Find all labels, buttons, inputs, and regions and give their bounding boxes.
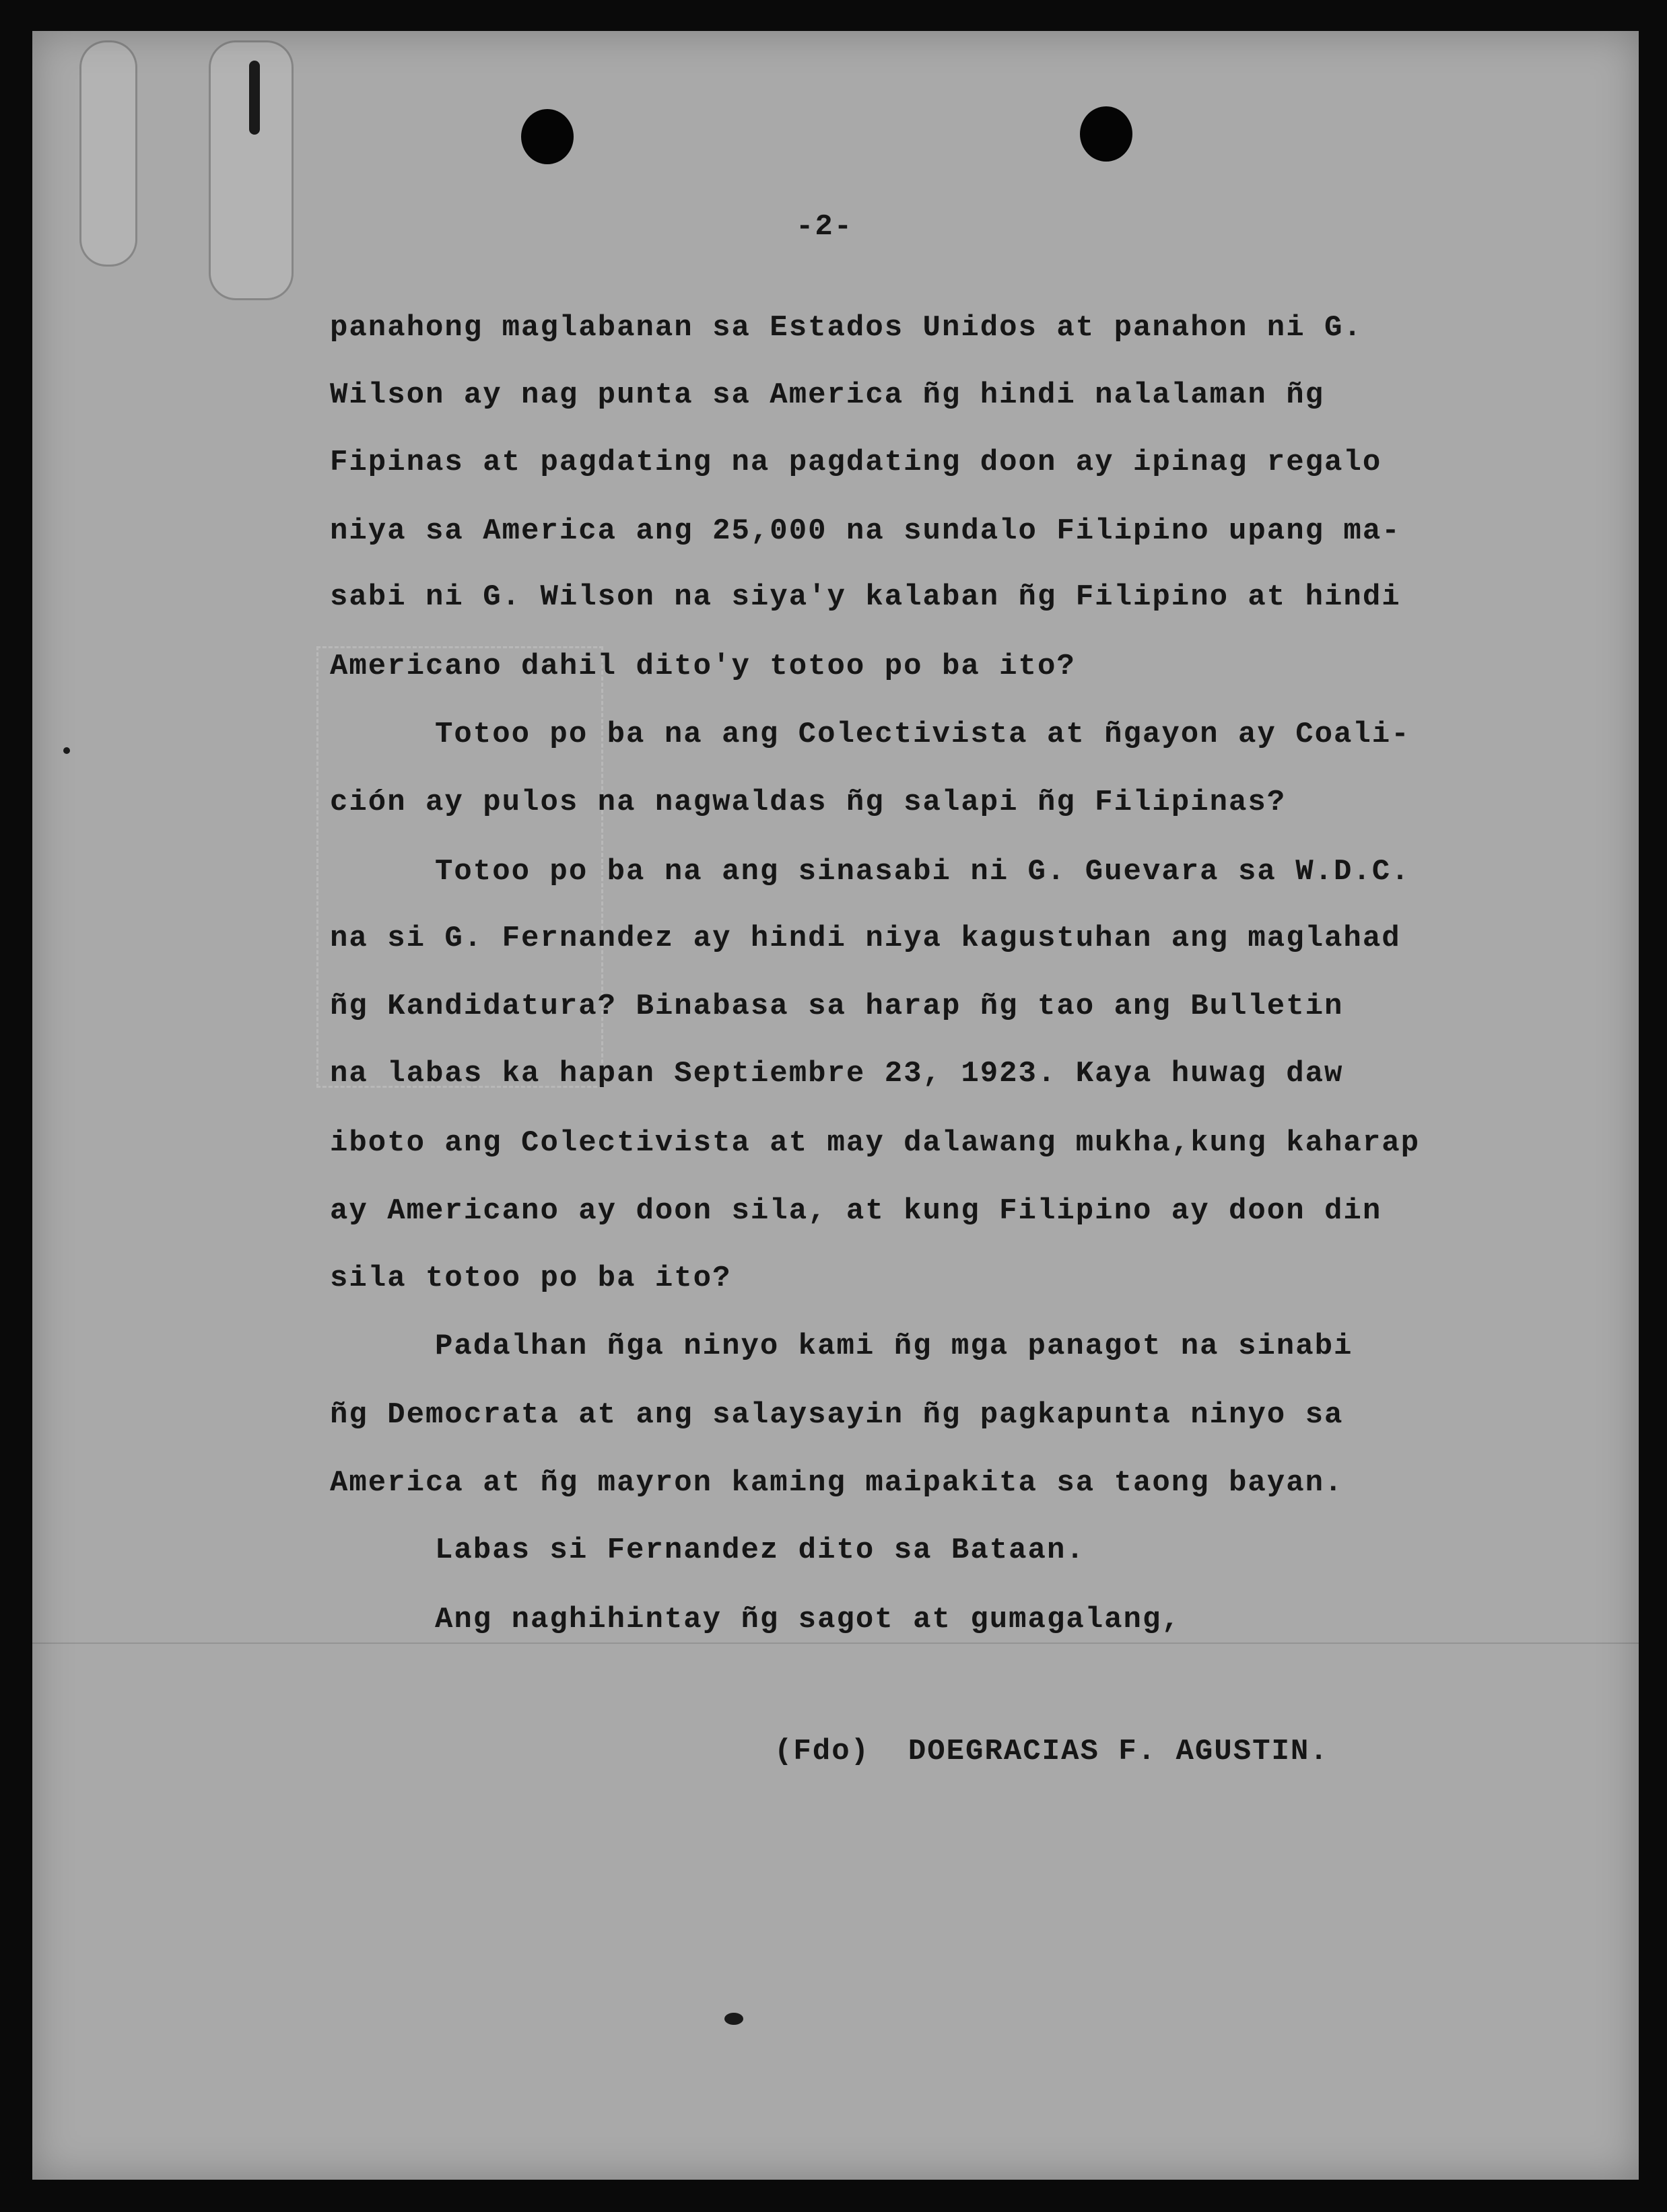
dust-speck	[63, 747, 70, 754]
text-line: Totoo po ba na ang sinasabi ni G. Guevara sa W.D.C.	[435, 855, 1410, 889]
text-line: Labas si Fernandez dito sa Bataan.	[435, 1533, 1085, 1567]
text-line: panahong maglabanan sa Estados Unidos at panahon ni G.	[330, 311, 1363, 345]
text-line: Padalhan ñga ninyo kami ñg mga panagot na sinabi	[435, 1329, 1353, 1363]
punch-hole-right	[1080, 106, 1132, 162]
text-line: sila totoo po ba ito?	[330, 1261, 732, 1295]
text-line: Americano dahil dito'y totoo po ba ito?	[330, 650, 1076, 683]
ink-mark	[249, 61, 260, 135]
text-line: na si G. Fernandez ay hindi niya kagustuhan ang maglahad	[330, 922, 1401, 955]
text-line: ay Americano ay doon sila, at kung Filipino ay doon din	[330, 1194, 1382, 1228]
paper-sheet	[32, 31, 1639, 2180]
text-line: ción ay pulos na nagwaldas ñg salapi ñg Filipinas?	[330, 786, 1287, 819]
text-line: ñg Kandidatura? Binabasa sa harap ñg tao ang Bulletin	[330, 990, 1344, 1023]
text-line: niya sa America ang 25,000 na sundalo Filipino upang ma-	[330, 514, 1401, 548]
dust-speck	[724, 2013, 743, 2025]
text-line: Totoo po ba na ang Colectivista at ñgayon ay Coali-	[435, 718, 1410, 751]
text-line: ñg Democrata at ang salaysayin ñg pagkapunta ninyo sa	[330, 1398, 1344, 1432]
text-line: na labas ka hapan Septiembre 23, 1923. Kaya huwag daw	[330, 1057, 1344, 1091]
fold-line	[32, 1643, 1639, 1644]
text-line: iboto ang Colectivista at may dalawang mukha,kung kaharap	[330, 1126, 1421, 1160]
page-number: -2-	[796, 210, 854, 244]
text-line: America at ñg mayron kaming maipakita sa taong bayan.	[330, 1466, 1344, 1500]
text-line: Ang naghihintay ñg sagot at gumagalang,	[435, 1603, 1181, 1636]
text-line: Fipinas at pagdating na pagdating doon ay ipinag regalo	[330, 446, 1382, 479]
punch-hole-left	[521, 109, 574, 164]
signature-line: (Fdo) DOEGRACIAS F. AGUSTIN.	[774, 1735, 1329, 1768]
text-line: Wilson ay nag punta sa America ñg hindi nalalaman ñg	[330, 378, 1325, 412]
binding-smudge-left	[79, 40, 137, 267]
text-line: sabi ni G. Wilson na siya'y kalaban ñg Filipino at hindi	[330, 580, 1401, 614]
